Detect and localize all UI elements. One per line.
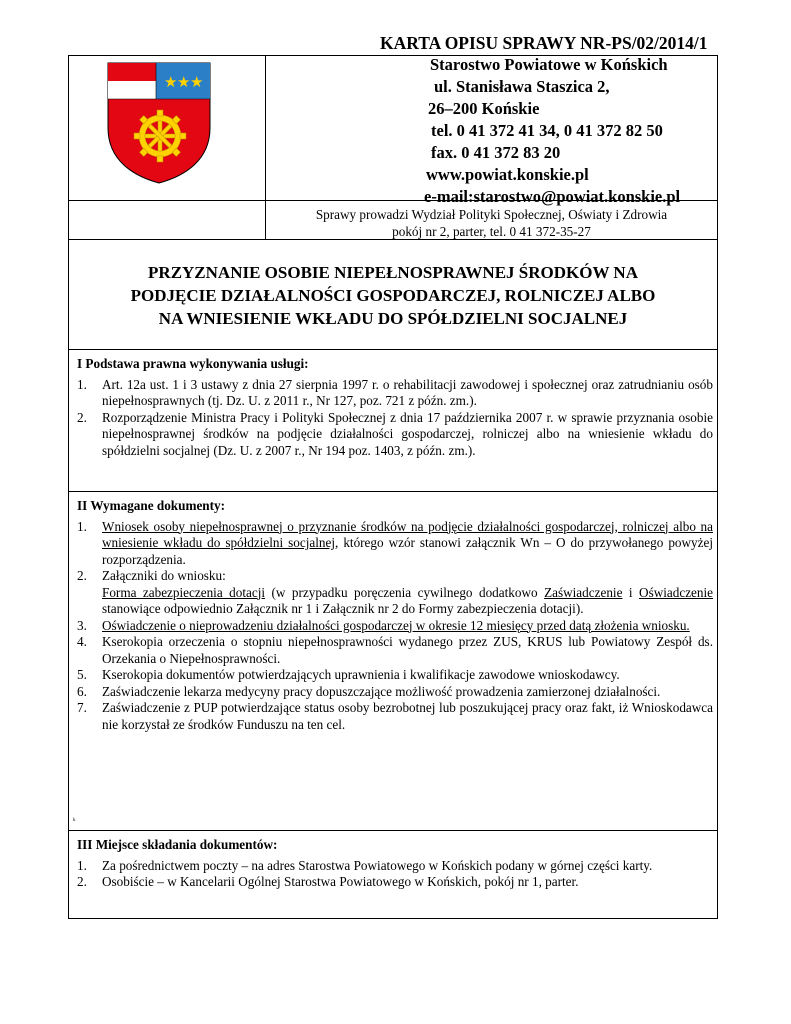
certificate-link[interactable]: Zaświadczenie (544, 584, 623, 600)
list-item: 7. Zaświadczenie z PUP potwierdzające status osoby bezrobotnej lub poszukującej pracy oraz fakt, iż Wnioskodawca nie korzystał ze środków Funduszu na ten cel. (77, 700, 713, 732)
application-form-link[interactable]: Wniosek osoby niepełnosprawnej o przyznanie środków na podjęcie działalności gospodarczej, rolniczej albo na wniesienie wkładu do spółdzielni socjalnej (102, 518, 713, 550)
office-phone: tel. 0 41 372 41 34, 0 41 372 82 50 (431, 121, 663, 140)
no-business-statement-link[interactable]: Oświadczenie o nieprowadzeniu działalności gospodarczej w okresie 12 miesięcy przed datą złożenia wniosku. (102, 617, 690, 633)
list-item: 5. Kserokopia dokumentów potwierdzających uprawnienia i kwalifikacje zawodowe wnioskodawcy. (77, 667, 620, 682)
office-fax: fax. 0 41 372 83 20 (431, 143, 561, 162)
service-title: PRZYZNANIE OSOBIE NIEPEŁNOSPRAWNEJ ŚRODKÓW NA PODJĘCIE DZIAŁALNOŚCI GOSPODARCZEJ, ROLNICZEJ ALBO NA WNIESIENIE WKŁADU DO SPÓŁDZIELNI SOCJALNEJ (130, 263, 656, 328)
office-name: Starostwo Powiatowe w Końskich (430, 55, 668, 74)
list-item: 2. Osobiście – w Kancelarii Ogólnej Starostwa Powiatowego w Końskich, pokój nr 1, parter. (77, 874, 579, 889)
list-item: 2. Rozporządzenie Ministra Pracy i Polityki Społecznej z dnia 17 października 2007 r. w sprawie przyznania osobie niepełnosprawnej środków na podjęcie działalności gospodarczej, rolniczej albo na wniesienie wkładu do spółdzielni socjalnej (Dz. U. z 2007 r., Nr 194 poz. 1403, z późn. zm.). (77, 409, 713, 458)
title-box (68, 239, 718, 350)
list-item: 2. Załączniki do wniosku: Forma zabezpieczenia dotacji (w przypadku poręczenia cywilnego dodatkowo Zaświadczenie i Oświadczenie stanowiące odpowiednio Załącznik nr 1 i Załącznik nr 2 do Formy zabezpieczenia dotacji). (77, 568, 714, 616)
department-info (266, 206, 717, 240)
svg-text:★: ★ (164, 73, 178, 91)
section-required-documents (68, 492, 718, 831)
list-item: 1. Za pośrednictwem poczty – na adres Starostwa Powiatowego w Końskich podany w górnej części karty. (77, 857, 653, 873)
statement-link[interactable]: Oświadczenie (639, 584, 714, 600)
coat-of-arms-icon (107, 62, 211, 184)
list-item: 6. Zaświadczenie lekarza medycyny pracy dopuszczające możliwość prowadzenia zamierzonej działalności. (77, 683, 661, 699)
section-heading: I Podstawa prawna wykonywania usługi: (77, 356, 309, 371)
office-website-link[interactable]: www.powiat.konskie.pl (426, 165, 589, 184)
tiny-mark: k (73, 817, 76, 823)
section-submission-place (68, 831, 718, 919)
office-street: ul. Stanisława Staszica 2, (434, 77, 610, 96)
office-city: 26–200 Końskie (428, 99, 540, 118)
list-item: 1. Wniosek osoby niepełnosprawnej o przyznanie środków na podjęcie działalności gospodarczej, rolniczej albo na wniesienie wkładu do spółdzielni socjalnej, którego wzór stanowi załącznik Wn – O do przywołanego powyżej rozporządzenia. (77, 518, 713, 567)
section-heading: II Wymagane dokumenty: (77, 498, 226, 513)
department-line: Sprawy prowadzi Wydział Polityki Społecznej, Oświaty i Zdrowia (315, 207, 668, 222)
section-heading: III Miejsce składania dokumentów: (77, 837, 278, 852)
svg-text:★: ★ (190, 73, 204, 91)
security-form-link[interactable]: Forma zabezpieczenia dotacji (102, 584, 266, 600)
list-item: 3. Oświadczenie o nieprowadzeniu działalności gospodarczej w okresie 12 miesięcy przed datą złożenia wniosku. (77, 617, 690, 633)
svg-text:★: ★ (177, 73, 191, 91)
section-legal-basis (68, 350, 718, 492)
list-item: 4. Kserokopia orzeczenia o stopniu niepełnosprawności wydanego przez ZUS, KRUS lub Powiatowy Zespół ds. Orzekania o Niepełnosprawności. (77, 634, 713, 666)
document-code: KARTA OPISU SPRAWY NR-PS/02/2014/1 (380, 33, 708, 53)
list-item: 1. Art. 12a ust. 1 i 3 ustawy z dnia 27 sierpnia 1997 r. o rehabilitacji zawodowej i społecznej oraz zatrudnianiu osób niepełnosprawnych (tj. Dz. U. z 2011 r., Nr 127, poz. 721 z późn. zm.). (77, 376, 713, 408)
office-email-link[interactable]: e-mail:starostwo@powiat.konskie.pl (424, 187, 681, 206)
office-address (356, 54, 680, 208)
department-room: pokój nr 2, parter, tel. 0 41 372-35-27 (392, 224, 591, 239)
